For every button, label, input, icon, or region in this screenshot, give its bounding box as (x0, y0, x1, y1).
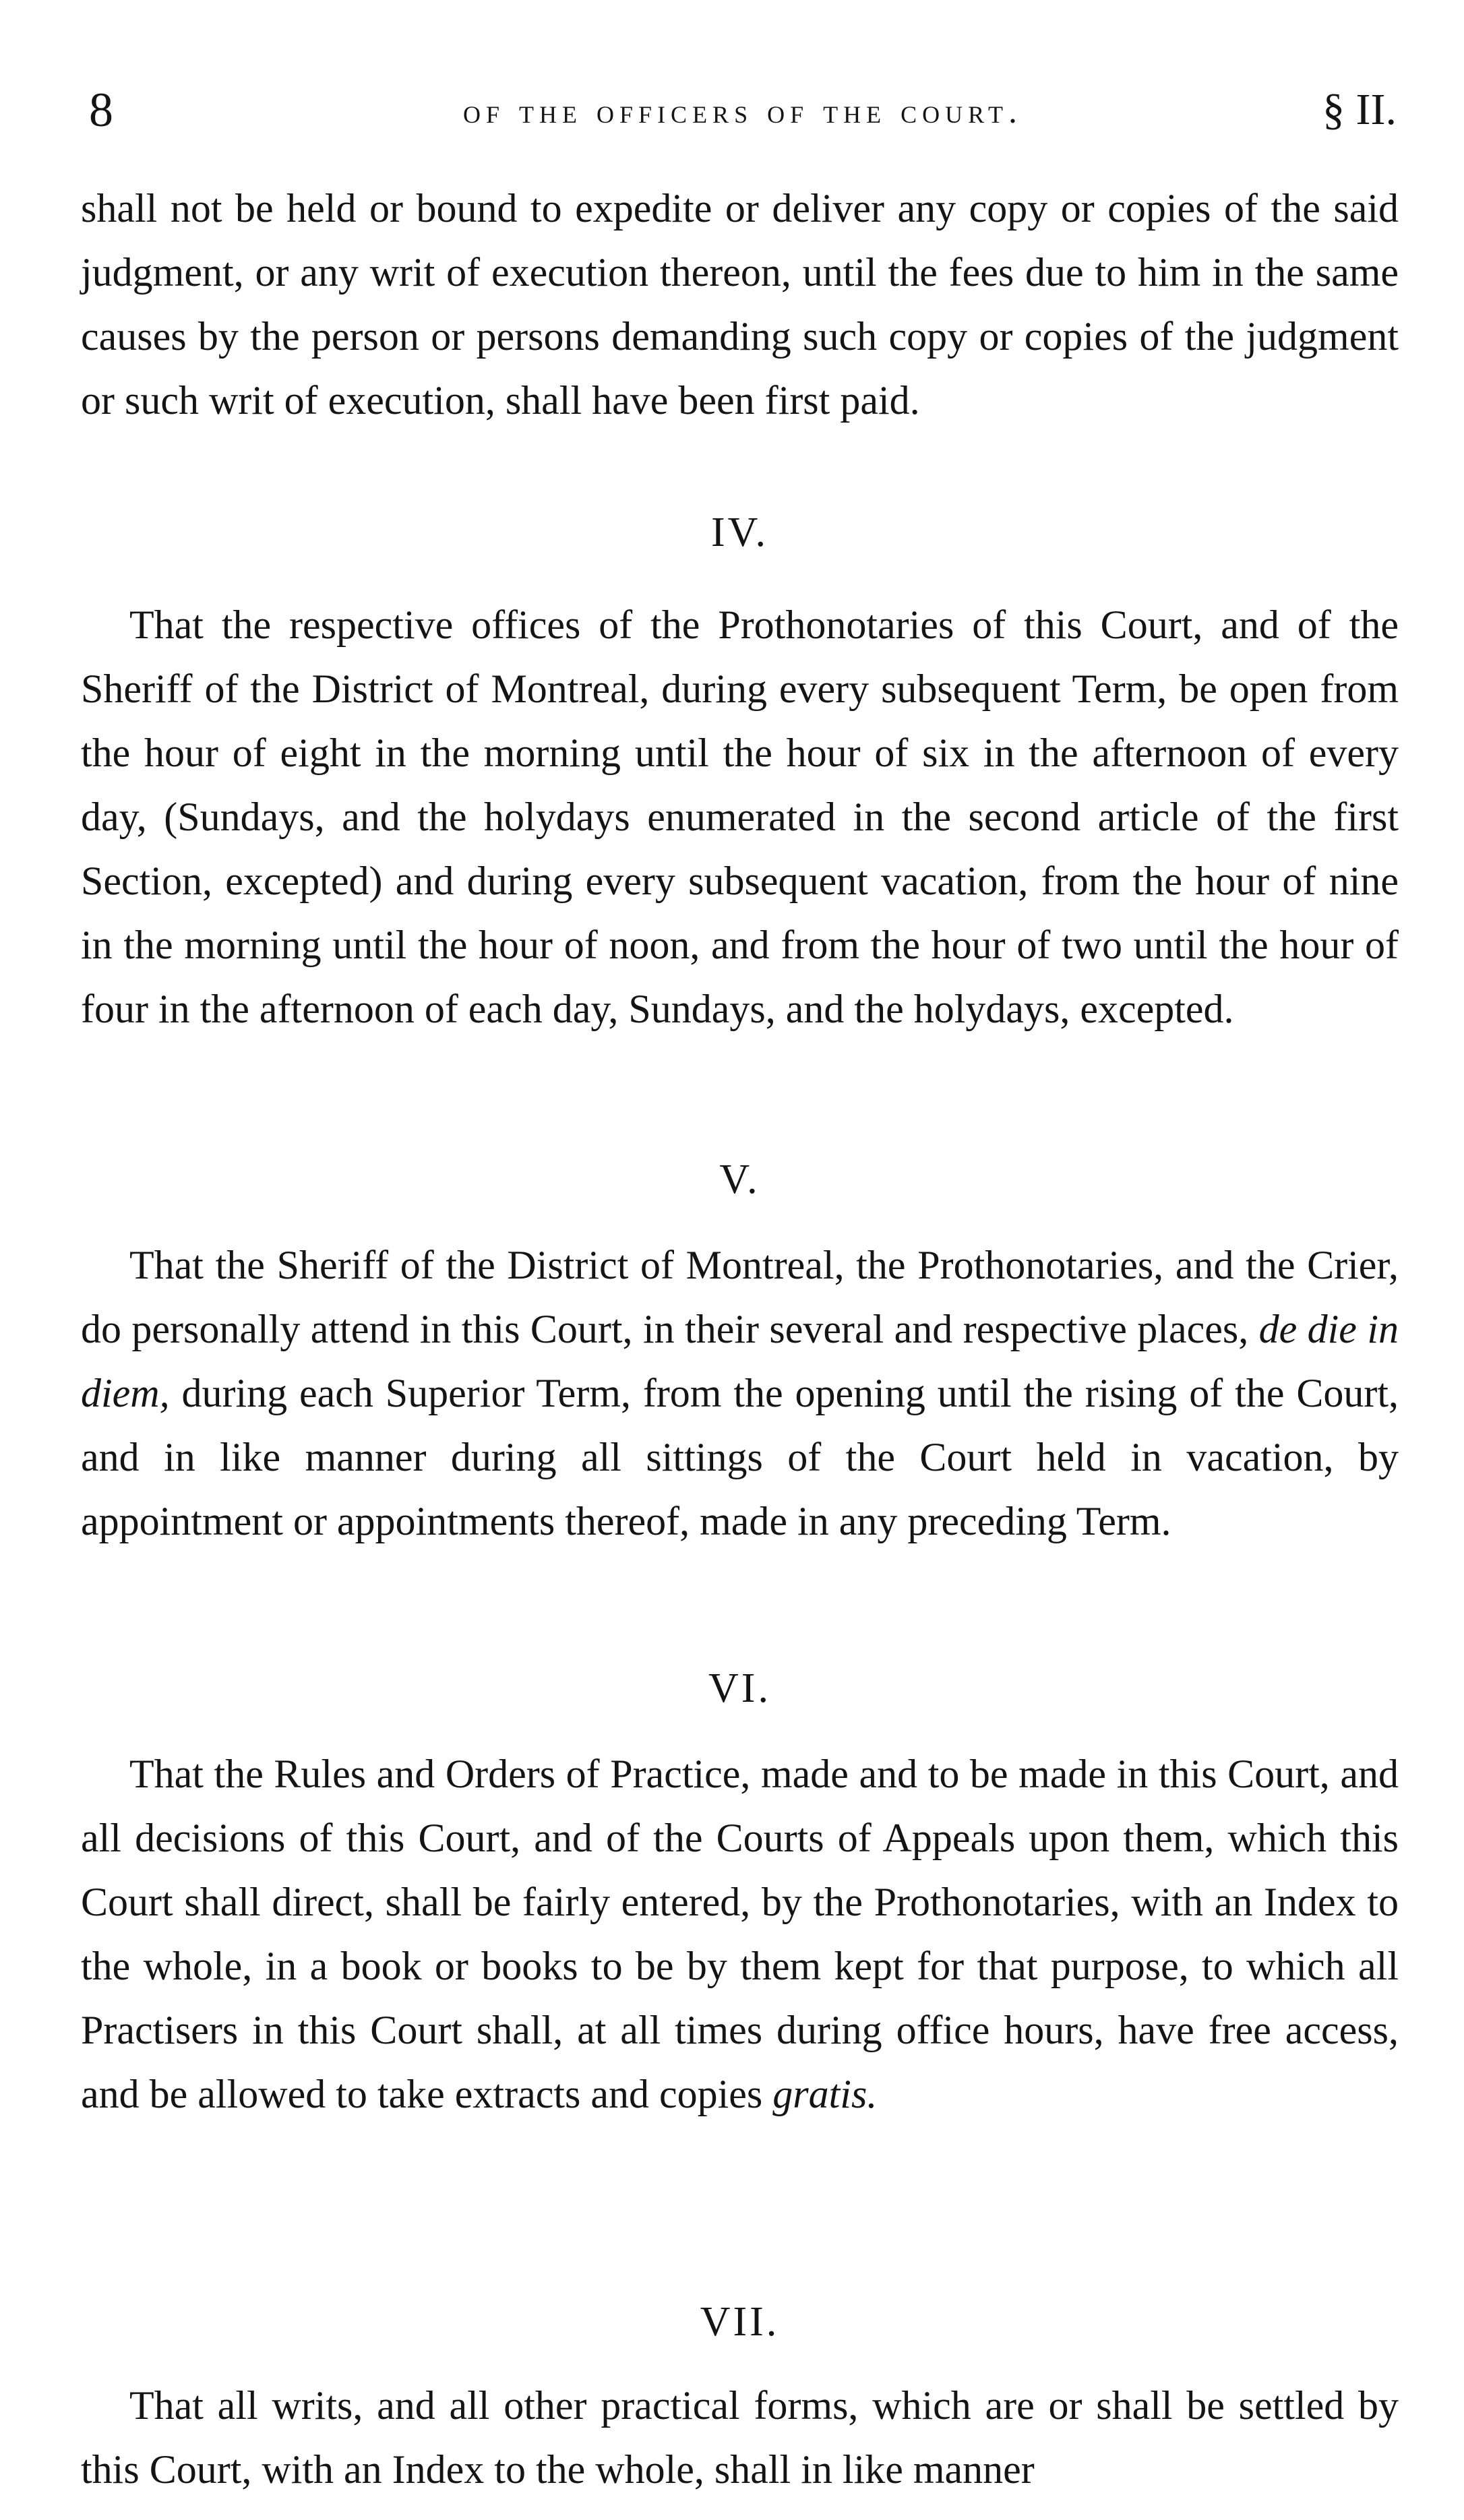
page-number: 8 (89, 83, 113, 137)
article-vi-text (81, 1742, 1399, 2126)
article-vii-text: That all writs, and all other practical forms, which are or shall be settled by this Court, with an Index to the whole, shall in like manner (81, 2383, 1399, 2492)
article-vi-text-start: That the Rules and Orders of Practice, made and to be made in this Court, and all decisions of this Court, and of the Courts of Appeals upon them, which this Court shall direct, shall be fairly entered, by the Prothonotaries, with an Index to the whole, in a book or books to be by them kept for that purpose, to which all Practisers in this Court shall, at all times during office hours, have free access, and be allowed to take extracts and copies (81, 1752, 1399, 2116)
section-mark: § II. (1322, 85, 1397, 134)
continuation-text: shall not be held or bound to expedite or deliver any copy or copies of the said judgment, or any writ of execution thereon, until the fees due to him in the same causes by the person or persons demanding such copy or copies of the judgment or such writ of execution, shall have been first paid. (81, 186, 1399, 423)
article-vi-paragraph (81, 1742, 1399, 2126)
article-heading-vi: VI. (708, 1665, 771, 1711)
article-v-paragraph (81, 1233, 1399, 1554)
article-v-text (81, 1233, 1399, 1554)
article-v-latin-phrase: de die in diem, (81, 1307, 1399, 1415)
article-iv-paragraph (81, 593, 1399, 1041)
continuation-paragraph (81, 177, 1399, 433)
article-vi-gratis: gratis. (772, 2072, 878, 2116)
article-heading-iv: IV. (711, 510, 768, 555)
article-vii-paragraph (81, 2374, 1399, 2502)
article-v-text-end: during each Superior Term, from the opening until the rising of the Court, and in like manner during all sittings of the Court held in vacation, by appointment or appointments thereof, made in any preceding Term. (81, 1371, 1399, 1543)
running-title: of the officers of the court. (463, 92, 1023, 131)
article-heading-v: V. (719, 1157, 760, 1202)
article-iv-text: That the respective offices of the Prothonotaries of this Court, and of the Sheriff of the District of Montreal, during every subsequent Term, be open from the hour of eight in the morning until the hour of six in the afternoon of every day, (Sundays, and the holydays enumerated in the second article of the first Section, excepted) and during every subsequent vacation, from the hour of nine in the morning until the hour of noon, and from the hour of two until the hour of four in the afternoon of each day, Sundays, and the holydays, excepted. (81, 603, 1399, 1031)
article-heading-vii: VII. (700, 2299, 780, 2345)
article-v-text-start: That the Sheriff of the District of Montreal, the Prothonotaries, and the Crier, do personally attend in this Court, in their several and respective places, (81, 1243, 1399, 1351)
page-header (89, 80, 1397, 140)
